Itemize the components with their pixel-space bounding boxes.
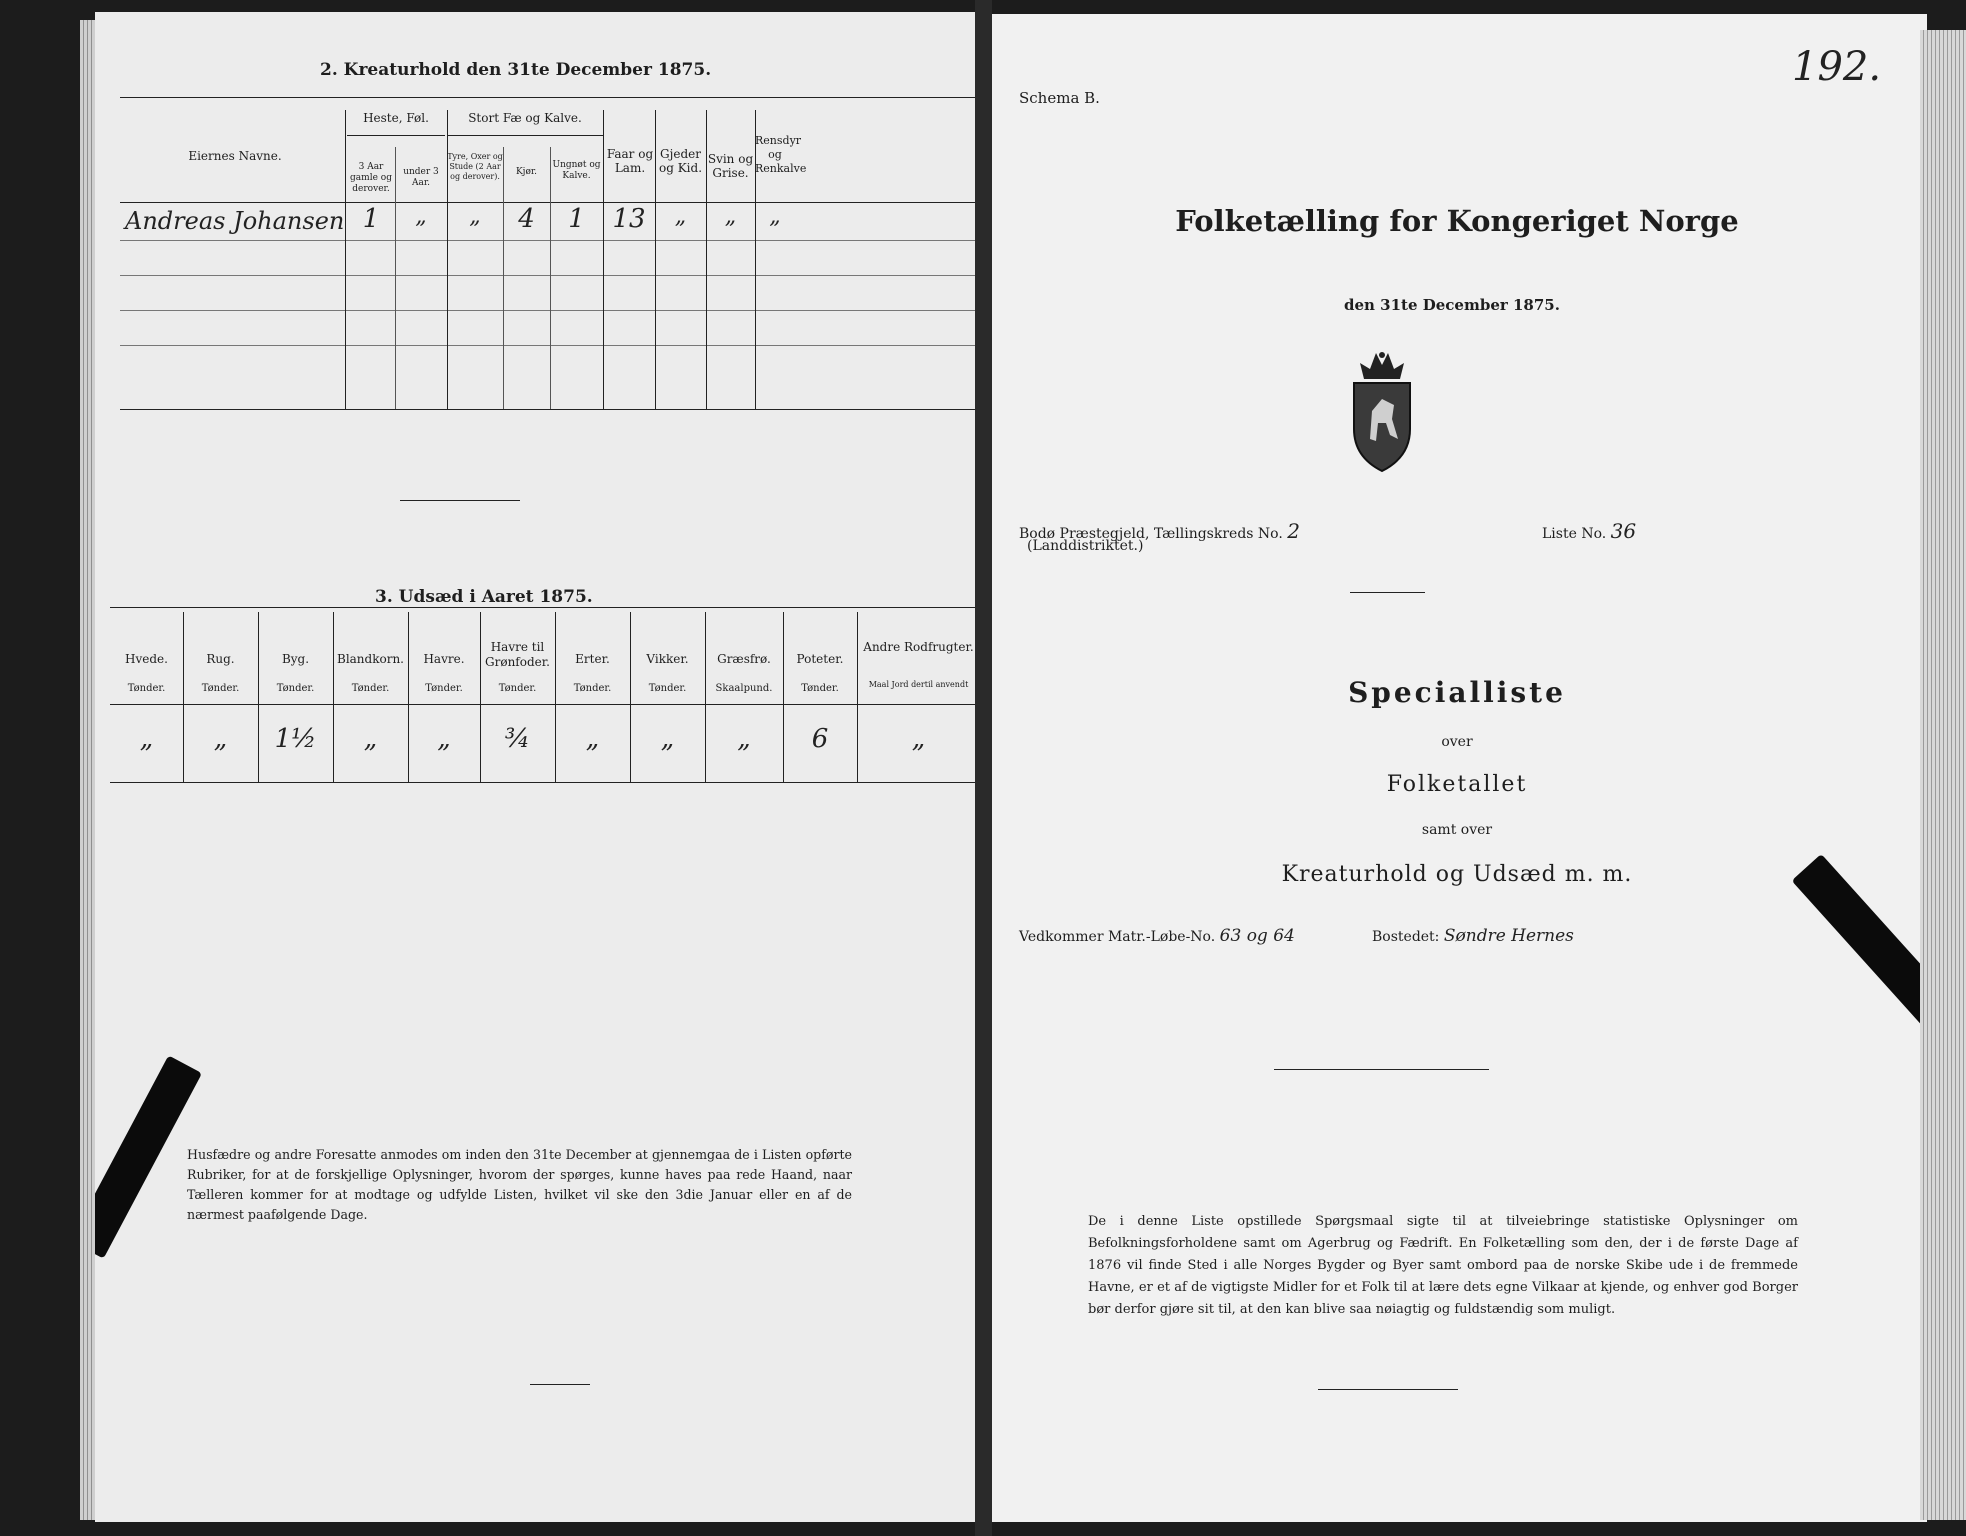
col-rensdyr-header: Rensdyr og Renkalve [755, 134, 807, 175]
heste-3aar-cell: 1 [362, 204, 380, 234]
heste-under-cell: „ [415, 204, 427, 229]
district-sub: (Landdistriktet.) [1027, 538, 1144, 554]
col-heste-3aar-header: 3 Aar gamle og derover. [350, 162, 392, 194]
udsaed-col-header: Poteter. [796, 652, 844, 666]
udsaed-col-unit: Tønder. [801, 683, 839, 694]
udsaed-col-unit: Tønder. [276, 683, 315, 694]
udsaed-value-cell: 6 [811, 724, 829, 754]
udsaed-value-cell: „ [660, 724, 675, 754]
table-rule [120, 240, 976, 241]
coat-of-arms-icon [1342, 349, 1422, 474]
svin-cell: „ [724, 204, 737, 229]
schema-label: Schema B. [1019, 89, 1100, 107]
table-col-line [857, 612, 858, 782]
right-page [992, 14, 1927, 1522]
udsaed-value-cell: 1½ [274, 724, 317, 754]
table-rule [120, 345, 976, 346]
table-rule [110, 704, 976, 705]
table-col-line [705, 612, 706, 782]
udsaed-col-unit: Tønder. [425, 683, 463, 694]
bosted-line [1372, 926, 1574, 946]
separator-rule [1274, 1069, 1489, 1070]
separator-rule [530, 1384, 590, 1385]
table-col-line [258, 612, 259, 782]
matr-number: 63 og 64 [1219, 926, 1295, 946]
table-rule [347, 135, 445, 136]
page-marker-tab [1792, 854, 1927, 1044]
group-heste-header: Heste, Føl. [363, 111, 429, 125]
separator-rule [1350, 592, 1425, 593]
udsaed-value-cell: „ [911, 724, 926, 754]
udsaed-value-cell: „ [213, 724, 228, 754]
table-rule [110, 607, 976, 608]
table-col-line [783, 612, 784, 782]
notice-paragraph: Husfædre og andre Foresatte anmodes om inden den 31te December at gjennemgaa de i Listen opførte Rubriker, for at de forskjellige Oplysninger, hvorom der spørges, kunne haves paa rede Haand, naar Tælleren kommer for at modtage og udfylde Listen, hvilket vil ske den 3die Januar eller en af de nærmest paafølgende Dage. [187, 1147, 852, 1222]
udsaed-col-unit: Tønder. [201, 683, 240, 694]
folketallet-text: Folketallet [1386, 772, 1528, 797]
col-gjeder-header: Gjeder og Kid. [658, 147, 703, 175]
page-edge-stack [1920, 30, 1966, 1520]
page-edge-left [80, 20, 95, 1520]
udsaed-value-cell: ¾ [504, 724, 531, 754]
col-kjor-header: Kjør. [515, 167, 538, 177]
udsaed-col-unit: Tønder. [498, 683, 537, 694]
faar-cell: 13 [612, 204, 646, 234]
udsaed-col-unit: Tønder. [351, 683, 390, 694]
over-text: over [1441, 734, 1473, 750]
kreaturhold-text: Kreaturhold og Udsæd m. m. [1281, 862, 1633, 887]
udsaed-value-cell: „ [585, 724, 600, 754]
col-faar-header: Faar og Lam. [606, 147, 654, 175]
left-page [95, 12, 976, 1522]
col-tyre-header: Tyre, Oxer og Stude (2 Aar og derover). [447, 152, 503, 181]
udsaed-col-unit: Tønder. [648, 683, 687, 694]
matr-line [1019, 926, 1295, 946]
table-rule [120, 310, 976, 311]
group-stort-header: Stort Fæ og Kalve. [468, 111, 582, 125]
table-col-line [183, 612, 184, 782]
udsaed-col-unit: Maal Jord dertil anvendt [868, 680, 969, 689]
table-col-line [345, 110, 346, 410]
page-number: 192. [1792, 44, 1882, 90]
udsaed-col-header: Havre til Grønfoder. [485, 640, 550, 669]
udsaed-col-header: Havre. [423, 652, 465, 666]
bosted-value: Søndre Hernes [1443, 926, 1574, 946]
gjeder-cell: „ [674, 204, 687, 229]
district-prefix: Bodø Præstegjeld, Tællingskreds No. [1019, 526, 1283, 542]
date-line: den 31te December 1875. [1344, 296, 1560, 314]
main-title: Folketælling for Kongeriget Norge [1175, 204, 1739, 238]
table-rule [120, 275, 976, 276]
udsaed-value-cell: „ [437, 724, 451, 754]
separator-rule [400, 500, 520, 501]
table-col-line [503, 147, 504, 409]
udsaed-col-header: Vikker. [646, 652, 689, 666]
kjor-cell: 4 [518, 204, 535, 234]
udsaed-col-header: Byg. [281, 652, 310, 666]
udsaed-col-header: Hvede. [125, 652, 168, 666]
matr-prefix: Vedkommer Matr.-Løbe-No. [1019, 929, 1216, 945]
table-rule [447, 135, 603, 136]
udsaed-col-unit: Tønder. [573, 683, 612, 694]
col-owner-header: Eiernes Navne. [188, 149, 282, 163]
table-col-line [333, 612, 334, 782]
ungnot-cell: 1 [568, 204, 585, 234]
tyre-cell: „ [469, 204, 481, 229]
udsaed-col-unit: Skaalpund. [715, 683, 773, 694]
rensdyr-cell: „ [769, 204, 781, 229]
footer-paragraph: De i denne Liste opstillede Spørgsmaal sigte til at tilveiebringe statistiske Oplysninger om Befolkningsforholdene samt om Agerbrug og Fædrift. En Folketælling som den, der i de første Dage af 1876 vil finde Sted i alle Norges Bygder og Byer samt ombord paa de norske Skibe ude i de fremmede Havne, er et af de vigtigste Midler for et Folk til at lære dets egne Vilkaar at kjende, og enhver god Borger bør derfor gjøre sit til, at den kan blive saa nøiagtig og fuldstændig som muligt. [1088, 1214, 1798, 1317]
table-col-line [603, 110, 604, 410]
udsaed-col-header: Erter. [575, 652, 610, 666]
udsaed-col-unit: Tønder. [127, 683, 166, 694]
col-ungnot-header: Ungnøt og Kalve. [552, 160, 601, 181]
book-gutter [975, 0, 992, 1536]
udsaed-col-header: Blandkorn. [337, 652, 404, 666]
udsaed-col-header: Rug. [206, 652, 235, 666]
col-heste-under-header: under 3 Aar. [403, 167, 439, 188]
udsaed-value-cell: „ [139, 724, 154, 754]
table-col-line [480, 612, 481, 782]
bosted-prefix: Bostedet: [1372, 929, 1440, 945]
udsaed-value-cell: „ [363, 724, 378, 754]
district-number: 2 [1287, 519, 1300, 543]
liste-number: 36 [1610, 519, 1637, 543]
section3-title: 3. Udsæd i Aaret 1875. [375, 587, 593, 607]
samt-over-text: samt over [1421, 822, 1493, 838]
owner-name-cell: Andreas Johansen [125, 207, 345, 235]
section2-title: 2. Kreaturhold den 31te December 1875. [320, 60, 712, 80]
udsaed-col-header: Andre Rodfrugter. [863, 640, 974, 654]
page-marker-tab [95, 1055, 202, 1258]
separator-rule [1318, 1389, 1458, 1390]
table-col-line [630, 612, 631, 782]
liste-prefix: Liste No. [1542, 526, 1607, 542]
table-rule [120, 202, 976, 203]
table-rule [110, 782, 976, 783]
udsaed-col-header: Græsfrø. [717, 652, 771, 666]
specialliste-heading: Specialliste [1348, 676, 1566, 709]
table-col-line [555, 612, 556, 782]
table-col-line [550, 147, 551, 409]
table-rule [120, 409, 976, 410]
udsaed-value-cell: „ [737, 724, 751, 754]
liste-line [1542, 519, 1636, 543]
table-rule [120, 97, 976, 98]
col-svin-header: Svin og Grise. [707, 152, 754, 180]
table-col-line [408, 612, 409, 782]
